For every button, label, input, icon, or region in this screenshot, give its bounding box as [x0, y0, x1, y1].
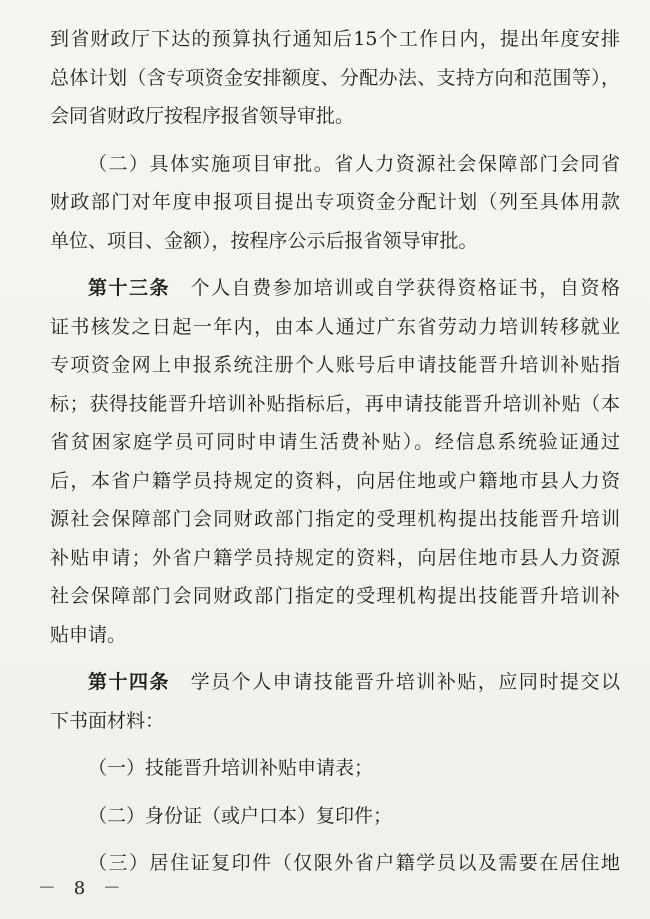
- article-13-first-line: [50, 269, 620, 308]
- list-item: （一）技能晋升培训补贴申请表；: [88, 757, 374, 779]
- text-line: 源社会保障部门会同财政部门指定的受理机构提出技能晋升培训: [50, 508, 620, 530]
- text-line: 到省财政厅下达的预算执行通知后15个工作日内，提出年度安排: [50, 28, 620, 50]
- text-span: 学员个人申请技能晋升培训补贴，应同时提交以: [190, 671, 620, 693]
- text-line: 社会保障部门会同财政部门指定的受理机构提出技能晋升培训补: [50, 585, 620, 607]
- list-item: （二）身份证（或户口本）复印件；: [88, 804, 393, 827]
- text-line: 会同省财政厅按程序报省领导审批。: [50, 105, 355, 127]
- article-14-first-line: [50, 663, 620, 702]
- text-line: 单位、项目、金额），按程序公示后报省领导审批。: [50, 229, 478, 252]
- text-line: 补贴申请；外省户籍学员持规定的资料，向居住地市县人力资源: [50, 546, 620, 569]
- text-line: 证书核发之日起一年内，由本人通过广东省劳动力培训转移就业: [50, 315, 620, 338]
- text-line: 下书面材料：: [50, 709, 165, 732]
- text-span: 个人自费参加培训或自学获得资格证书，自资格: [190, 277, 620, 299]
- text-line: 标；获得技能晋升培训补贴指标后，再申请技能晋升培训补贴（本: [50, 392, 620, 415]
- text-line: 贴申请。: [50, 623, 127, 646]
- text-line: 后，本省户籍学员持规定的资料，向居住地或户籍地市县人力资: [50, 469, 620, 492]
- text-line: 省贫困家庭学员可同时申请生活费补贴）。经信息系统验证通过: [50, 431, 620, 453]
- list-item: （三）居住证复印件（仅限外省户籍学员以及需要在居住地: [88, 852, 620, 874]
- text-line: 专项资金网上申报系统注册个人账号后申请技能晋升培训补贴指: [50, 354, 620, 376]
- page-number: － 8 －: [38, 878, 127, 899]
- article-14-heading: 第十四条: [88, 671, 171, 693]
- text-line: 财政部门对年度申报项目提出专项资金分配计划（列至具体用款: [50, 191, 620, 213]
- text-line: （二）具体实施项目审批。省人力资源社会保障部门会同省: [88, 152, 620, 175]
- article-13-heading: 第十三条: [88, 277, 171, 299]
- text-line: 总体计划（含专项资金安排额度、分配办法、支持方向和范围等），: [50, 66, 620, 89]
- document-body: [50, 20, 620, 883]
